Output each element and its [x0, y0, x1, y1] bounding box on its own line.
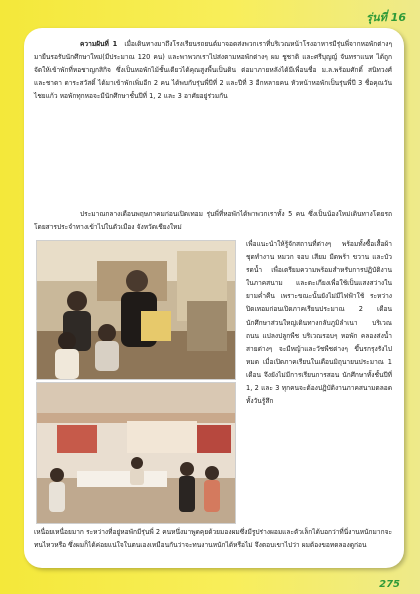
bottom-paragraph: เหนื่อยเหนื่อยมาก ระหว่างที่อยู่หอพักมีรุ่นพี่ 2 คนหนึ่งมาพูดคุยด้วยมองผมซึ่งมีรูปร่างผอมและตัวเล็กได้บอกว่าที่นี่งานหนักมากจะทนไหวหรือ ซึ่งผมก็ได้ค่อยแน่ใจในตนเองเหมือนกันว่าจะทนงานหนักได้หรือไม่ จึงตอบเขาไปว่า ผมต้องขอทดลองดูก่อน: [34, 528, 392, 550]
side-paragraph: เพื่อแนะนำให้รู้จักสถานที่ต่างๆ พร้อมทั้งซื้อเสื้อผ้าชุดทำงาน หมวก จอบ เสียม มีดพร้า ขวาน และบัวรดน้ำ เพื่อเตรียมความพร้อมสำหรับการปฏิบัติงานในภาคสนาม และตะเกียงเพื่อใช้เป็นแสงสว่างในยามค่ำคืน เพราะขณะนั้นยังไม่มีไฟฟ้าใช้ ระหว่างปิดเทอมก่อนเปิดภาคเรียนประมาณ 2 เดือนนักศึกษาส่วนใหญ่เดินทางกลับภูมิลำเนา บริเวณถนน แปลงปลูกพืช บริเวณรอบๆ หอพัก คลองส่งน้ำสายต่างๆ จะมีหญ้าและวัชพืชต่างๆ ขึ้นรกรุงรังไปหมด เมื่อเปิดภาคเรียนในเดือนมิถุนายนประมาณ 1 เดือน จึงยังไม่มีการเรียนการสอน นักศึกษาทั้งชั้นปีที่ 1, 2 และ 3 ทุกคนจะต้องปฏิบัติงานภาคสนามตลอดทั้งวันรู้สึก: [246, 240, 392, 406]
paragraph-1: [34, 38, 392, 103]
paragraph-2: ประมาณกลางเดือนพฤษภาคมก่อนเปิดเทอม รุ่นพี่ที่หอพักได้พาพวกเราทั้ง 5 คน ซึ่งเป็นน้องใหม่เดินทางโดยรถโดยสารประจำทางเข้าไปในตัวเมือง จังหวัดเชียงใหม่: [34, 210, 392, 232]
page-number: 275: [379, 579, 400, 590]
paragraph-1-body: เมื่อเดินทางมาถึงโรงเรียนรถยนต์มาจอดส่งพวกเราที่บริเวณหน้าโรงอาหารมีรุ่นพี่จากหอพักต่างๆ มายืนรอรับนักศึกษาใหม่(มีประมาณ 120 คน) และพาพวกเราไปส่งตามหอพักต่างๆ ผม ชูชาติ และศรีบุญญ์ จันทราแนท ได้ถูกจัดให้เข้าพักที่หอชาญกสิกิจ ซึ่งเป็นหอพักไม้ชั้นเดียวได้คุณสูงพื้นเป็นดิน ต่อมาภายหลังได้มีเพื่อนชื่อ ม.ล.พร้อมศักดิ์ สนิทวงศ์ และชาดา ดาระสวัสดิ์ ได้มาเข้าพักเพิ่มอีก 2 คน ได้พบกับรุ่นพี่ปีที่ 2 และปีที่ 3 อีกหลายคน หัวหน้าหอพักเป็นรุ่นพี่ปี 3 ชื่อคุณวัน ไชยแก้ว หอพักทุกหอจะมีนักศึกษาชั้นปีที่ 1, 2 และ 3 อาศัยอยู่ร่วมกัน: [34, 40, 392, 101]
page-card: [24, 28, 404, 568]
paragraph-1-heading: ความฝันที่ 1: [80, 40, 118, 48]
photo-ceremony-hall: [36, 382, 236, 524]
page-header-label: รุ่นที่ 16: [366, 11, 406, 24]
photo-group-meeting: [36, 240, 236, 380]
